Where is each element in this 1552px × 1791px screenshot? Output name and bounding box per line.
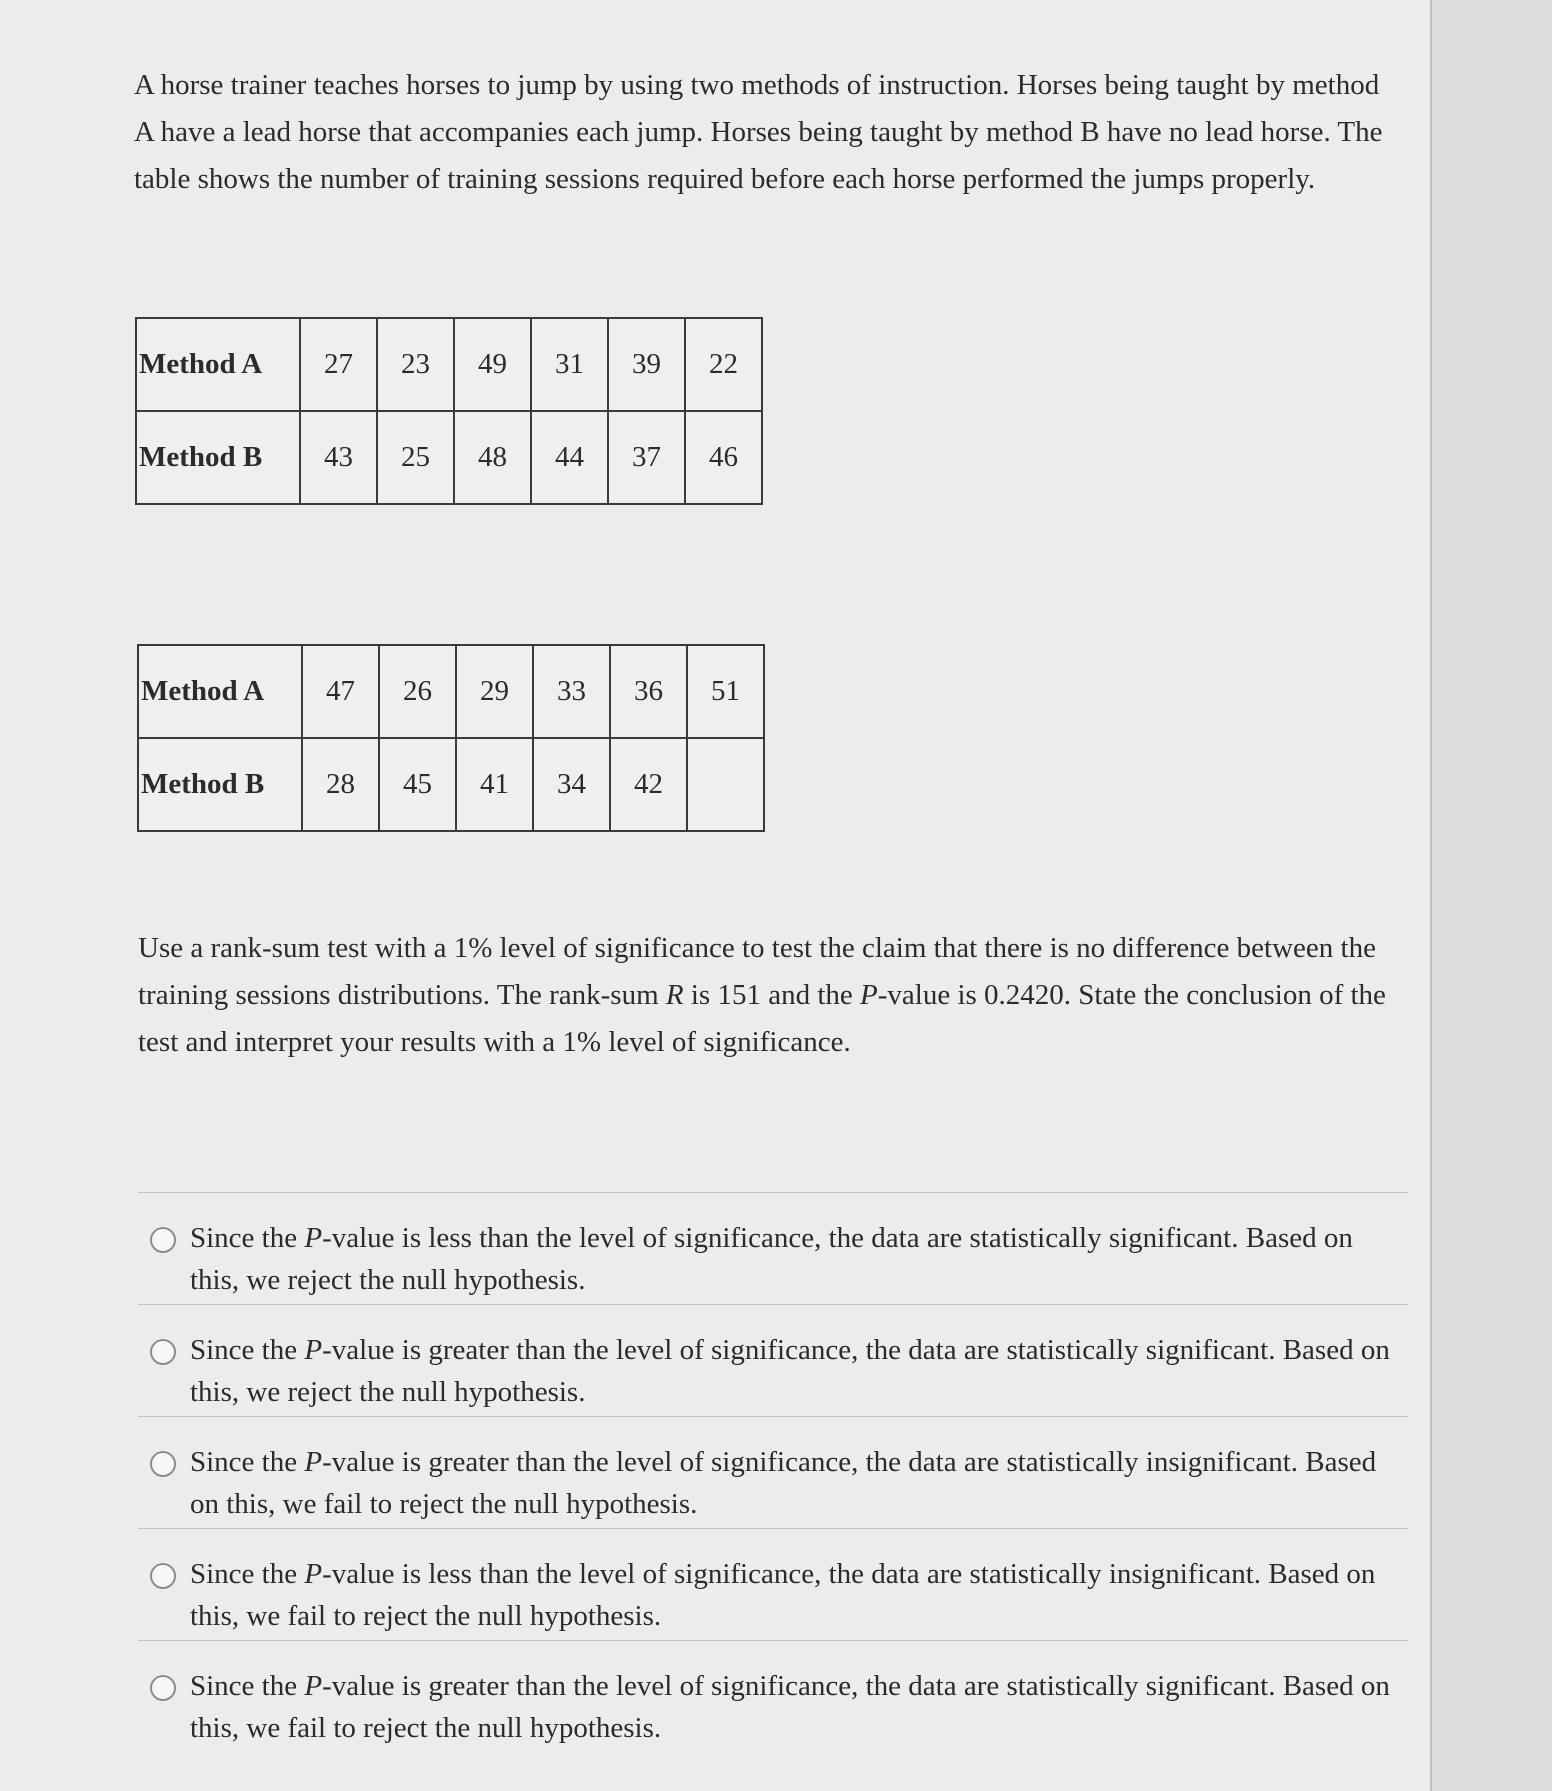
variable-r: R <box>665 979 684 1011</box>
option-label <box>190 1329 1400 1413</box>
option-text: Since the <box>190 1558 305 1590</box>
radio-button-icon[interactable] <box>150 1227 176 1253</box>
answer-options <box>138 1192 1408 1753</box>
option-label <box>190 1441 1400 1525</box>
table-cell: 28 <box>302 738 379 831</box>
table-cell: 43 <box>300 411 377 504</box>
table-cell: 37 <box>608 411 685 504</box>
radio-button-icon[interactable] <box>150 1563 176 1589</box>
answer-option-3[interactable] <box>138 1417 1408 1529</box>
table-cell: 25 <box>377 411 454 504</box>
option-text: -value is greater than the level of significance, the data are statistically insignificant. Based on this, we fail to reject the null hypothesis. <box>190 1446 1377 1520</box>
radio-button-icon[interactable] <box>150 1451 176 1477</box>
table-cell: 48 <box>454 411 531 504</box>
option-label <box>190 1665 1400 1749</box>
table-cell: 36 <box>610 645 687 738</box>
data-table-2 <box>137 644 765 832</box>
answer-option-1[interactable] <box>138 1193 1408 1305</box>
table-cell: 22 <box>685 318 762 411</box>
option-text: Since the <box>190 1222 305 1254</box>
question-text: -value is 0.2420. State the conclusion of the test and interpret your results with a 1% level of significance. <box>138 979 1386 1058</box>
table-cell: 34 <box>533 738 610 831</box>
option-text: -value is greater than the level of significance, the data are statistically significant. Based on this, we reject the null hypothesis. <box>190 1334 1390 1408</box>
problem-intro: A horse trainer teaches horses to jump by using two methods of instruction. Horses being taught by method A have a lead horse that accompanies each jump. Horses being taught by method B have no lead horse. The table shows the number of training sessions required before each horse performed the jumps properly. <box>134 69 1383 195</box>
table-cell: 29 <box>456 645 533 738</box>
option-text: -value is less than the level of significance, the data are statistically insignificant. Based on this, we fail to reject the null hypothesis. <box>190 1558 1376 1632</box>
variable-p: P <box>304 1446 323 1478</box>
variable-p: P <box>304 1222 323 1254</box>
row-label-method-a: Method A <box>138 645 302 738</box>
option-text: -value is greater than the level of significance, the data are statistically significant. Based on this, we fail to reject the null hypothesis. <box>190 1670 1390 1744</box>
answer-option-5[interactable] <box>138 1641 1408 1753</box>
row-label-method-a: Method A <box>136 318 300 411</box>
variable-p: P <box>860 979 878 1011</box>
table-cell: 26 <box>379 645 456 738</box>
table-row <box>136 411 762 504</box>
question-text: is 151 and the <box>683 979 861 1011</box>
table-cell: 44 <box>531 411 608 504</box>
table-cell-empty <box>687 738 764 831</box>
table-row <box>138 738 764 831</box>
table-cell: 27 <box>300 318 377 411</box>
variable-p: P <box>304 1670 323 1702</box>
question-text: Use a rank-sum test with a 1% level of significance to test the claim that there is no difference between the training sessions distributions. The rank-sum <box>138 932 1376 1011</box>
table-cell: 39 <box>608 318 685 411</box>
table-row <box>136 318 762 411</box>
option-label <box>190 1553 1400 1637</box>
table-cell: 31 <box>531 318 608 411</box>
option-text: Since the <box>190 1334 305 1366</box>
table-cell: 41 <box>456 738 533 831</box>
table-cell: 45 <box>379 738 456 831</box>
table-cell: 23 <box>377 318 454 411</box>
radio-button-icon[interactable] <box>150 1339 176 1365</box>
row-label-method-b: Method B <box>136 411 300 504</box>
table-cell: 49 <box>454 318 531 411</box>
option-text: -value is less than the level of significance, the data are statistically significant. Based on this, we reject the null hypothesis. <box>190 1222 1353 1296</box>
table-cell: 47 <box>302 645 379 738</box>
question-prompt <box>138 925 1388 1066</box>
variable-p: P <box>304 1334 323 1366</box>
radio-button-icon[interactable] <box>150 1675 176 1701</box>
option-label <box>190 1217 1400 1301</box>
table-cell: 33 <box>533 645 610 738</box>
table-cell: 42 <box>610 738 687 831</box>
table-cell: 46 <box>685 411 762 504</box>
answer-option-2[interactable] <box>138 1305 1408 1417</box>
variable-p: P <box>304 1558 323 1590</box>
option-text: Since the <box>190 1446 305 1478</box>
row-label-method-b: Method B <box>138 738 302 831</box>
table-row <box>138 645 764 738</box>
data-table-1 <box>135 317 763 505</box>
table-cell: 51 <box>687 645 764 738</box>
answer-option-4[interactable] <box>138 1529 1408 1641</box>
option-text: Since the <box>190 1670 305 1702</box>
